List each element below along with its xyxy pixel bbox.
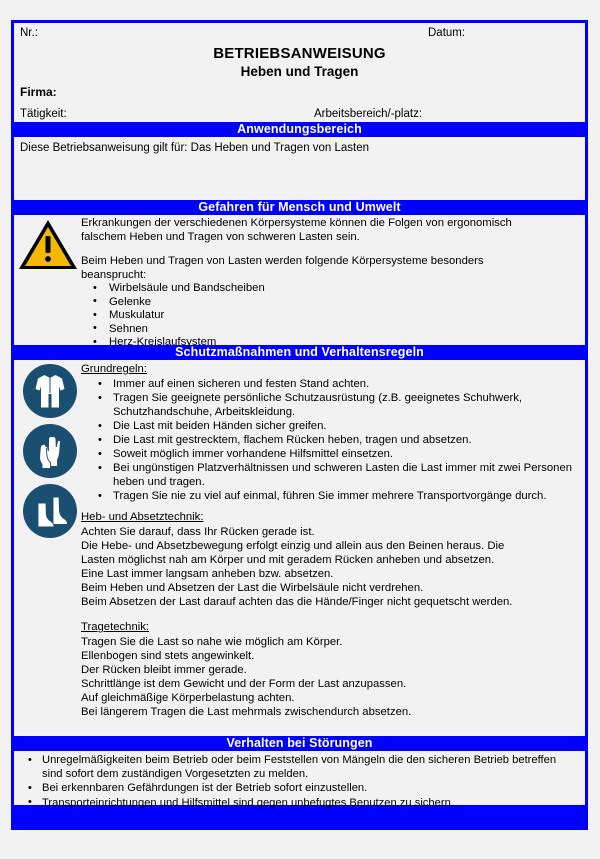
nr-label: Nr.: xyxy=(20,27,38,39)
arbeitsbereich-label: Arbeitsbereich/-platz: xyxy=(314,108,423,120)
stoerungen-list xyxy=(18,754,579,810)
protection-spacer-2 xyxy=(81,609,577,620)
hazard-text-column xyxy=(81,215,585,350)
protective-clothing-icon xyxy=(22,363,78,419)
hebtechnik-line: Achten Sie darauf, dass Ihr Rücken gerade ist. xyxy=(81,526,315,538)
list-item: • Herz-Kreislaufsystem xyxy=(81,336,577,350)
protective-gloves-icon xyxy=(22,423,78,479)
list-item: • Bei ungünstigen Platzverhältnissen und schweren Lasten die Last immer mit zwei Personen heben und tragen. xyxy=(81,461,577,489)
list-item: • Sehnen xyxy=(81,323,577,337)
hazard-p1-line2: falschem Heben und Tragen von schweren Lasten sein. xyxy=(81,230,360,243)
section-title-anwendungsbereich: Anwendungsbereich xyxy=(14,122,585,137)
page-title: BETRIEBSANWEISUNG xyxy=(213,45,386,62)
grundregeln-list xyxy=(81,377,577,503)
tragetechnik-line: Schrittlänge ist dem Gewicht und der Form der Last anzupassen. xyxy=(81,678,407,690)
datum-label: Datum: xyxy=(428,27,466,39)
hazard-paragraph-1 xyxy=(81,217,577,244)
protection-text-column xyxy=(81,360,585,719)
section-title-gefahren: Gefahren für Mensch und Umwelt xyxy=(14,200,585,215)
list-item: • Soweit möglich immer vorhandene Hilfsmittel einsetzen. xyxy=(81,447,577,461)
list-item: • Immer auf einen sicheren und festen Stand achten. xyxy=(81,377,577,391)
list-item: • Gelenke xyxy=(81,296,577,310)
tragetechnik-line: Ellenbogen sind stets angewinkelt. xyxy=(81,650,255,662)
tragetechnik-line: Auf gleichmäßige Körperbelastung achten. xyxy=(81,692,295,704)
warning-triangle-icon xyxy=(17,217,79,272)
scope-text: Diese Betriebsanweisung gilt für: Das Heben und Tragen von Lasten xyxy=(20,142,370,154)
gefahren-content xyxy=(14,215,585,348)
hebtechnik-line: Beim Heben und Absetzen der Last die Wirbelsäule nicht verdrehen. xyxy=(81,582,424,594)
list-item: • Unregelmäßigkeiten beim Betrieb oder beim Feststellen von Mängeln die den sicheren Betrieb betreffen sind sofort dem zuständigen Vorgesetzten zu melden. xyxy=(18,754,579,781)
hebtechnik-line: Eine Last immer langsam anheben bzw. absetzen. xyxy=(81,568,334,580)
schutzmassnahmen-content xyxy=(14,360,585,736)
list-item: • Muskulatur xyxy=(81,309,577,323)
hazard-body-systems-list xyxy=(81,282,577,350)
hazard-p2-line1: Beim Heben und Tragen von Lasten werden folgende Körpersysteme besonders xyxy=(81,255,484,267)
hazard-p2-line2: beansprucht: xyxy=(81,268,147,281)
anwendungsbereich-content xyxy=(14,137,585,200)
list-item: • Wirbelsäule und Bandscheiben xyxy=(81,282,577,296)
section-title-stoerungen: Verhalten bei Störungen xyxy=(14,736,585,751)
list-item: • Bei erkennbaren Gefährdungen ist der Betrieb sofort einzustellen. xyxy=(18,782,579,796)
stoerungen-content xyxy=(14,751,585,809)
tragetechnik-line: Tragen Sie die Last so nahe wie möglich am Körper. xyxy=(81,636,343,648)
protection-spacer-1 xyxy=(81,503,577,510)
taetigkeit-label: Tätigkeit: xyxy=(20,108,67,120)
tragetechnik-heading: Tragetechnik: xyxy=(81,621,150,633)
list-item: • Die Last mit beiden Händen sicher greifen. xyxy=(81,419,577,433)
hazard-p1-line1: Erkrankungen der verschiedenen Körpersysteme können die Folgen von ergonomisch xyxy=(81,217,512,229)
grundregeln-heading: Grundregeln: xyxy=(81,363,147,375)
section-title-schutzmassnahmen: Schutzmaßnahmen und Verhaltensregeln xyxy=(14,345,585,360)
safety-boots-icon xyxy=(22,483,78,539)
list-item: • Tragen Sie nie zu viel auf einmal, führen Sie immer mehrere Transportvorgänge durch. xyxy=(81,489,577,503)
hebtechnik-line: Beim Absetzen der Last darauf achten das die Hände/Finger nicht gequetscht werden. xyxy=(81,596,513,608)
tragetechnik-line: Bei längerem Tragen die Last mehrmals zwischendurch absetzen. xyxy=(81,706,412,718)
document-header xyxy=(14,23,585,122)
page-subtitle: Heben und Tragen xyxy=(240,64,359,79)
tragetechnik-line: Der Rücken bleibt immer gerade. xyxy=(81,664,247,676)
ppe-icon-column xyxy=(22,363,80,543)
hazard-icon-column xyxy=(17,217,79,272)
list-item: • Die Last mit gestrecktem, flachem Rücken heben, tragen und absetzen. xyxy=(81,433,577,447)
hazard-spacer xyxy=(81,244,577,255)
hebtechnik-heading: Heb- und Absetztechnik: xyxy=(81,511,204,523)
hebtechnik-paragraph xyxy=(81,525,577,609)
hazard-paragraph-2 xyxy=(81,255,577,282)
betriebsanweisung-document xyxy=(11,20,588,830)
firma-label: Firma: xyxy=(20,85,57,99)
list-item: • Transporteinrichtungen und Hilfsmittel sind gegen unbefugtes Benutzen zu sichern. xyxy=(18,797,579,811)
tragetechnik-paragraph xyxy=(81,635,577,719)
hebtechnik-line: Lasten möglichst nah am Körper und mit geradem Rücken anheben und absetzen. xyxy=(81,554,495,566)
hebtechnik-line: Die Hebe- und Absetzbewegung erfolgt einzig und allein aus den Beinen heraus. Die xyxy=(81,540,505,552)
list-item: • Tragen Sie geeignete persönliche Schutzausrüstung (z.B. geeignetes Schuhwerk, Schutzhandschuhe, Arbeitskleidung. xyxy=(81,391,577,419)
